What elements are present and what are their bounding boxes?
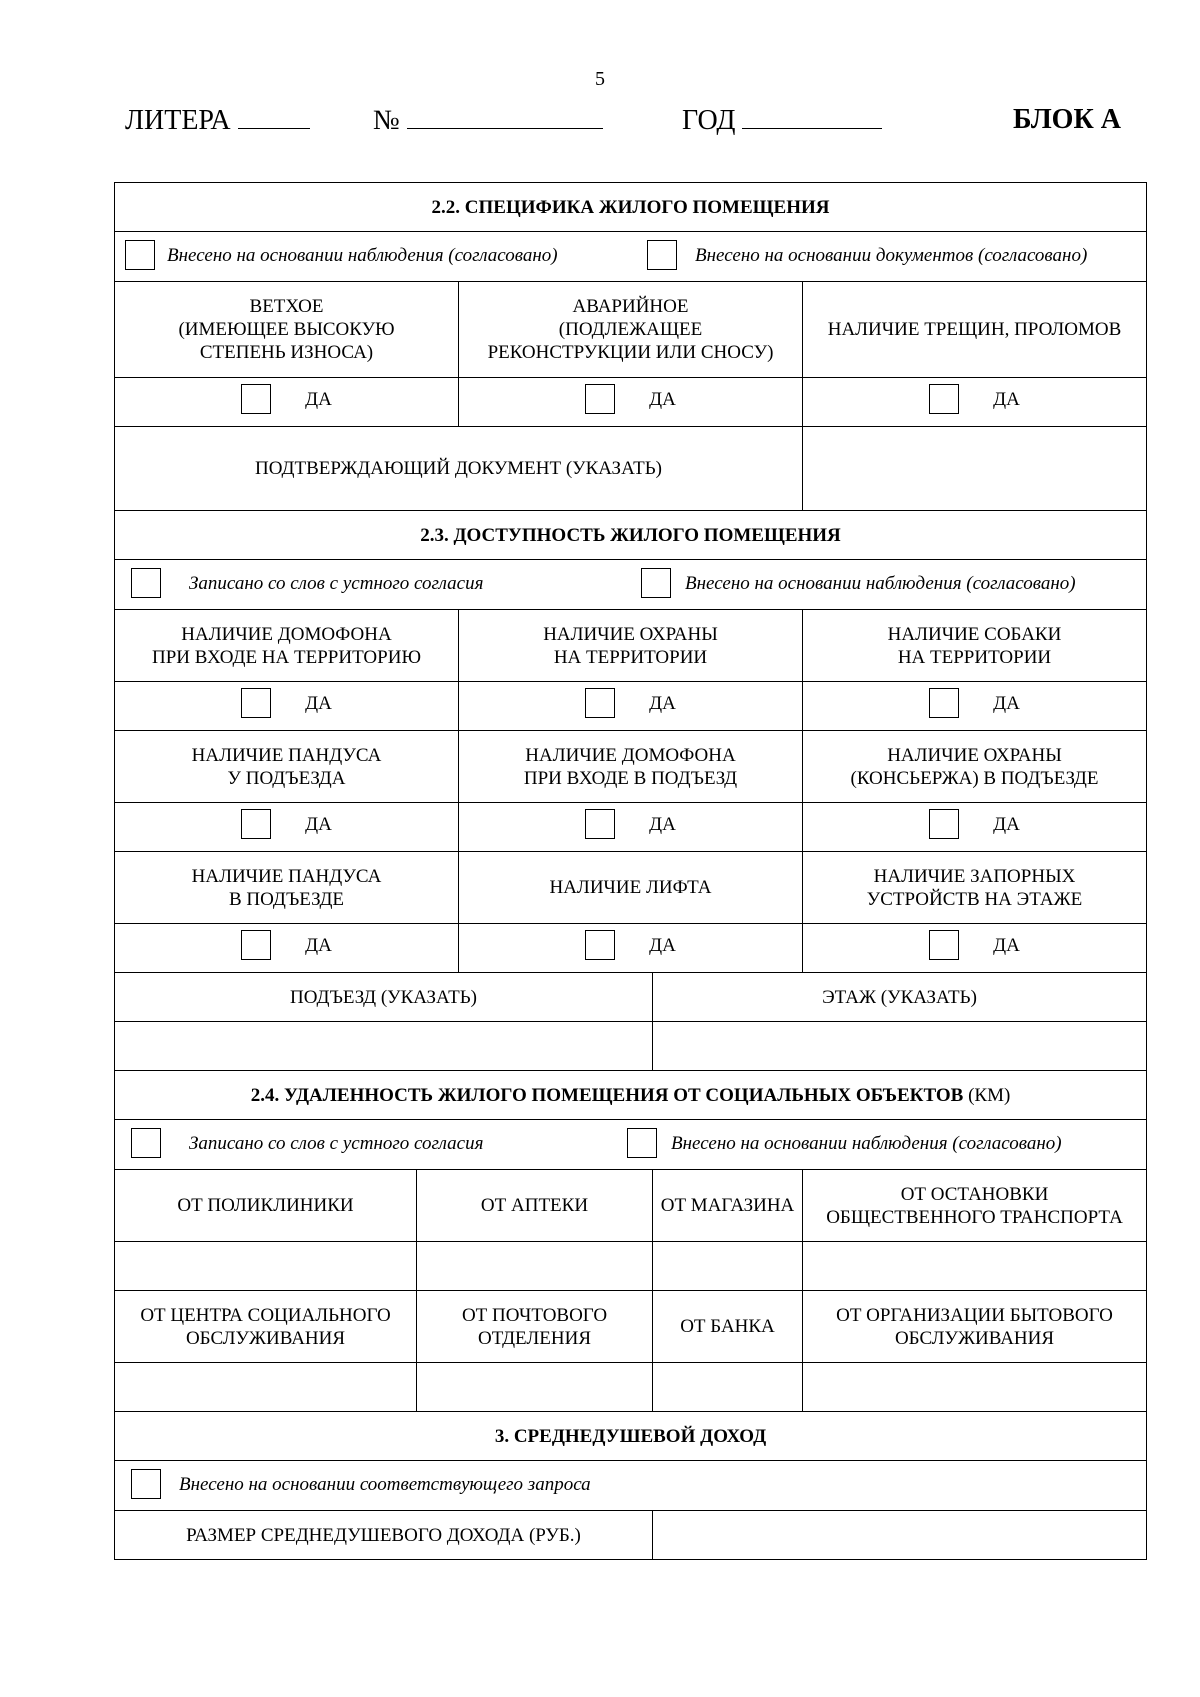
label-social-center: ОТ ЦЕНТРА СОЦИАЛЬНОГО ОБСЛУЖИВАНИЯ: [115, 1291, 417, 1363]
checkbox-observation[interactable]: [641, 568, 671, 598]
label-emergency: АВАРИЙНОЕ (ПОДЛЕЖАЩЕЕ РЕКОНСТРУКЦИИ ИЛИ СНОСУ): [459, 282, 803, 378]
input-confirming-document[interactable]: [803, 427, 1147, 511]
label-shop: ОТ МАГАЗИНА: [653, 1170, 803, 1242]
input-entrance[interactable]: [115, 1022, 653, 1071]
checkbox-ramp-inside[interactable]: [241, 930, 271, 960]
section-title-2-4: 2.4. УДАЛЕННОСТЬ ЖИЛОГО ПОМЕЩЕНИЯ ОТ СОЦИАЛЬНЫХ ОБЪЕКТОВ (КМ): [115, 1071, 1147, 1120]
yes-cell: ДА: [115, 378, 459, 427]
source-label: Внесено на основании соответствующего запроса: [179, 1473, 591, 1495]
label-concierge-entrance: НАЛИЧИЕ ОХРАНЫ (КОНСЬЕРЖА) В ПОДЪЕЗДЕ: [803, 731, 1147, 803]
checkbox-verbal-consent[interactable]: [131, 568, 161, 598]
section-title-2-3: 2.3. ДОСТУПНОСТЬ ЖИЛОГО ПОМЕЩЕНИЯ: [115, 511, 1147, 560]
form-table: [114, 182, 1147, 1560]
checkbox-cracks[interactable]: [929, 384, 959, 414]
label-income: РАЗМЕР СРЕДНЕДУШЕВОГО ДОХОДА (РУБ.): [115, 1511, 653, 1560]
checkbox-locking-devices[interactable]: [929, 930, 959, 960]
checkbox-emergency[interactable]: [585, 384, 615, 414]
checkbox-dog-territory[interactable]: [929, 688, 959, 718]
input-household-services[interactable]: [803, 1363, 1147, 1412]
label-post-office: ОТ ПОЧТОВОГО ОТДЕЛЕНИЯ: [417, 1291, 653, 1363]
source-label: Внесено на основании документов (согласовано): [695, 244, 1088, 266]
input-income[interactable]: [653, 1511, 1147, 1560]
source-row-2-4: [115, 1120, 1147, 1170]
label-confirming-document: ПОДТВЕРЖДАЮЩИЙ ДОКУМЕНТ (УКАЗАТЬ): [115, 427, 803, 511]
yes-cell: ДА: [803, 378, 1147, 427]
checkbox-intercom-entrance[interactable]: [585, 809, 615, 839]
label-ramp-entrance: НАЛИЧИЕ ПАНДУСА У ПОДЪЕЗДА: [115, 731, 459, 803]
input-pharmacy[interactable]: [417, 1242, 653, 1291]
input-post-office[interactable]: [417, 1363, 653, 1412]
label-dilapidated: ВЕТХОЕ (ИМЕЮЩЕЕ ВЫСОКУЮ СТЕПЕНЬ ИЗНОСА): [115, 282, 459, 378]
litera-field: [125, 104, 310, 137]
label-dog-territory: НАЛИЧИЕ СОБАКИ НА ТЕРРИТОРИИ: [803, 610, 1147, 682]
input-floor[interactable]: [653, 1022, 1147, 1071]
year-label: ГОД: [682, 105, 736, 136]
label-floor: ЭТАЖ (УКАЗАТЬ): [653, 973, 1147, 1022]
number-label: №: [373, 105, 400, 136]
checkbox-observation[interactable]: [125, 240, 155, 270]
block-label: БЛОК А: [1013, 104, 1121, 135]
label-clinic: ОТ ПОЛИКЛИНИКИ: [115, 1170, 417, 1242]
yes-cell: ДА: [459, 682, 803, 731]
source-label: Внесено на основании наблюдения (согласовано): [685, 572, 1076, 594]
litera-input[interactable]: [238, 104, 310, 129]
label-locking-devices: НАЛИЧИЕ ЗАПОРНЫХ УСТРОЙСТВ НА ЭТАЖЕ: [803, 852, 1147, 924]
yes-cell: ДА: [459, 924, 803, 973]
checkbox-request[interactable]: [131, 1469, 161, 1499]
label-pharmacy: ОТ АПТЕКИ: [417, 1170, 653, 1242]
yes-cell: ДА: [803, 803, 1147, 852]
checkbox-security-territory[interactable]: [585, 688, 615, 718]
source-label: Внесено на основании наблюдения (согласовано): [167, 244, 558, 266]
input-social-center[interactable]: [115, 1363, 417, 1412]
checkbox-concierge-entrance[interactable]: [929, 809, 959, 839]
checkbox-intercom-territory[interactable]: [241, 688, 271, 718]
label-household-services: ОТ ОРГАНИЗАЦИИ БЫТОВОГО ОБСЛУЖИВАНИЯ: [803, 1291, 1147, 1363]
litera-label: ЛИТЕРА: [125, 105, 231, 136]
label-elevator: НАЛИЧИЕ ЛИФТА: [459, 852, 803, 924]
label-cracks: НАЛИЧИЕ ТРЕЩИН, ПРОЛОМОВ: [803, 282, 1147, 378]
source-label: Записано со слов с устного согласия: [189, 1132, 484, 1154]
input-clinic[interactable]: [115, 1242, 417, 1291]
year-input[interactable]: [742, 104, 882, 129]
number-input[interactable]: [407, 104, 603, 129]
page-number: 5: [595, 68, 605, 90]
label-ramp-inside: НАЛИЧИЕ ПАНДУСА В ПОДЪЕЗДЕ: [115, 852, 459, 924]
checkbox-observation[interactable]: [627, 1128, 657, 1158]
label-transport-stop: ОТ ОСТАНОВКИ ОБЩЕСТВЕННОГО ТРАНСПОРТА: [803, 1170, 1147, 1242]
section-title-2-2: 2.2. СПЕЦИФИКА ЖИЛОГО ПОМЕЩЕНИЯ: [115, 183, 1147, 232]
checkbox-ramp-entrance[interactable]: [241, 809, 271, 839]
label-entrance: ПОДЪЕЗД (УКАЗАТЬ): [115, 973, 653, 1022]
label-intercom-entrance: НАЛИЧИЕ ДОМОФОНА ПРИ ВХОДЕ В ПОДЪЕЗД: [459, 731, 803, 803]
checkbox-elevator[interactable]: [585, 930, 615, 960]
year-field: [682, 104, 882, 137]
input-bank[interactable]: [653, 1363, 803, 1412]
label-bank: ОТ БАНКА: [653, 1291, 803, 1363]
checkbox-dilapidated[interactable]: [241, 384, 271, 414]
input-transport-stop[interactable]: [803, 1242, 1147, 1291]
source-row-2-3: [115, 560, 1147, 610]
source-label: Записано со слов с устного согласия: [189, 572, 484, 594]
yes-cell: ДА: [459, 803, 803, 852]
label-security-territory: НАЛИЧИЕ ОХРАНЫ НА ТЕРРИТОРИИ: [459, 610, 803, 682]
yes-cell: ДА: [115, 803, 459, 852]
section-title-3: 3. СРЕДНЕДУШЕВОЙ ДОХОД: [115, 1412, 1147, 1461]
source-label: Внесено на основании наблюдения (согласовано): [671, 1132, 1062, 1154]
yes-cell: ДА: [115, 682, 459, 731]
label-intercom-territory: НАЛИЧИЕ ДОМОФОНА ПРИ ВХОДЕ НА ТЕРРИТОРИЮ: [115, 610, 459, 682]
yes-cell: ДА: [115, 924, 459, 973]
input-shop[interactable]: [653, 1242, 803, 1291]
yes-cell: ДА: [803, 682, 1147, 731]
source-row-3: [115, 1461, 1147, 1511]
checkbox-verbal-consent[interactable]: [131, 1128, 161, 1158]
yes-cell: ДА: [459, 378, 803, 427]
yes-cell: ДА: [803, 924, 1147, 973]
source-row-2-2: [115, 232, 1147, 282]
checkbox-documents[interactable]: [647, 240, 677, 270]
number-field: [373, 104, 603, 137]
